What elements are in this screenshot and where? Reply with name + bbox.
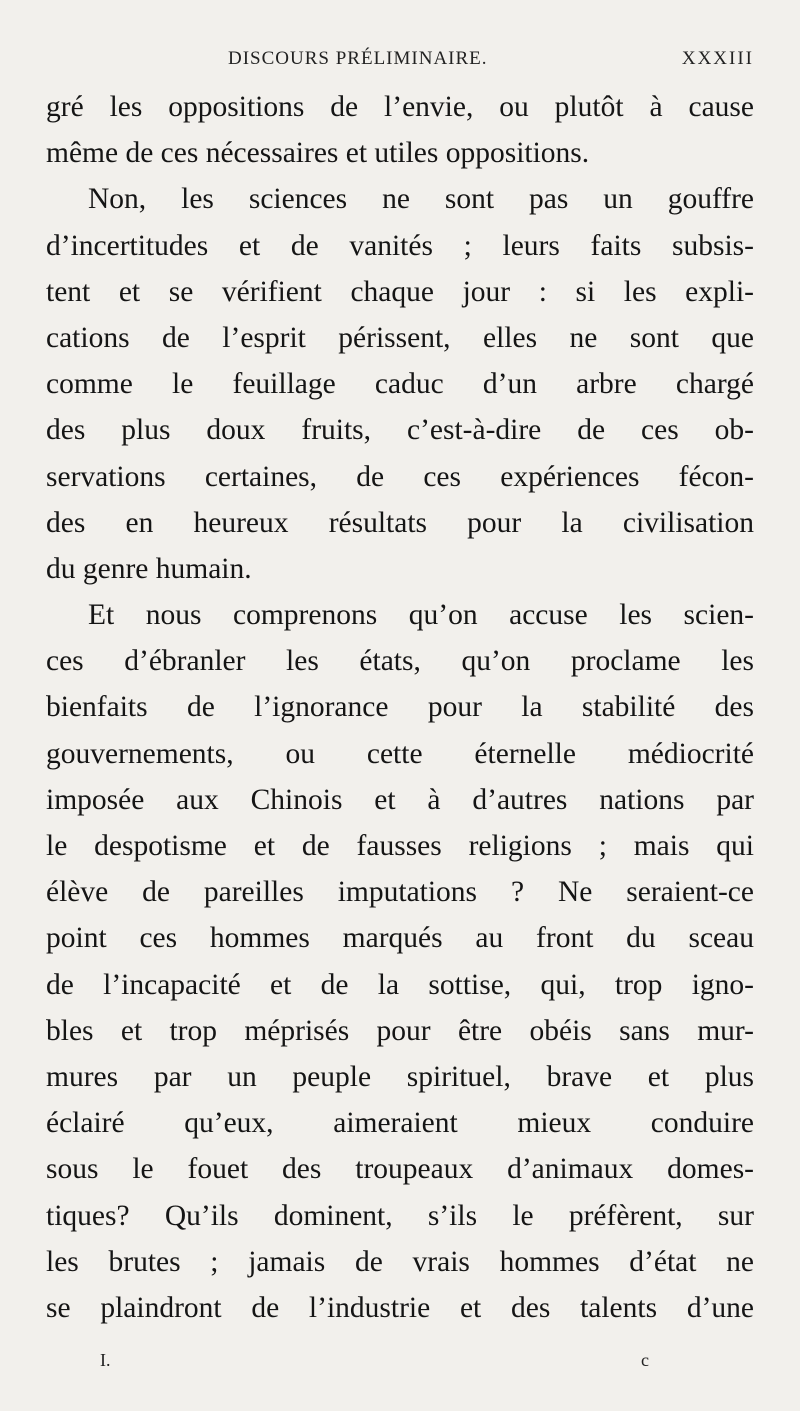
text-line: les brutes ; jamais de vrais hommes d’état ne [46,1245,754,1278]
text-line: tent et se vérifient chaque jour : si les expli- [46,275,754,308]
text-line: de l’incapacité et de la sottise, qui, trop igno- [46,968,754,1001]
text-line: le despotisme et de fausses religions ; mais qui [46,830,754,862]
text-line: gouvernements, ou cette éternelle médiocrité [46,737,754,770]
running-title: DISCOURS PRÉLIMINAIRE. [228,48,488,69]
body-text [46,84,754,1331]
text-line: tiques? Qu’ils dominent, s’ils le préfèrent, sur [46,1199,754,1232]
text-line: bienfaits de l’ignorance pour la stabilité des [46,691,754,724]
text-line: Non, les sciences ne sont pas un gouffre [88,183,754,216]
page-number: XXXIII [681,48,754,69]
text-line: mures par un peuple spirituel, brave et plus [46,1060,754,1093]
text-line: point ces hommes marqués au front du sceau [46,922,754,955]
text-line: imposée aux Chinois et à d’autres nations par [46,783,754,816]
text-line: des en heureux résultats pour la civilisation [46,506,754,539]
text-line: se plaindront de l’industrie et des talents d’une [46,1291,754,1324]
text-line: cations de l’esprit périssent, elles ne sont que [46,321,754,354]
text-line: sous le fouet des troupeaux d’animaux domes- [46,1153,754,1186]
text-line: du genre humain. [46,552,252,585]
running-header [228,42,754,76]
text-line: gré les oppositions de l’envie, ou plutôt à cause [46,91,754,123]
text-line: comme le feuillage caduc d’un arbre chargé [46,368,754,401]
text-line: bles et trop méprisés pour être obéis sans mur- [46,1014,754,1047]
text-line: ces d’ébranler les états, qu’on proclame les [46,645,754,678]
text-line: élève de pareilles imputations ? Ne seraient-ce [46,876,754,909]
text-line: Et nous comprenons qu’on accuse les scien- [88,599,754,632]
text-line: des plus doux fruits, c’est-à-dire de ces ob- [46,414,754,447]
signature-mark: c [641,1350,649,1370]
text-line: même de ces nécessaires et utiles oppositions. [46,137,590,170]
text-line: servations certaines, de ces expériences fécon- [46,460,754,493]
volume-mark: I. [100,1350,111,1370]
text-line: d’incertitudes et de vanités ; leurs faits subsis- [46,229,754,262]
text-line: éclairé qu’eux, aimeraient mieux conduire [46,1107,754,1140]
page-footer [0,1348,800,1378]
